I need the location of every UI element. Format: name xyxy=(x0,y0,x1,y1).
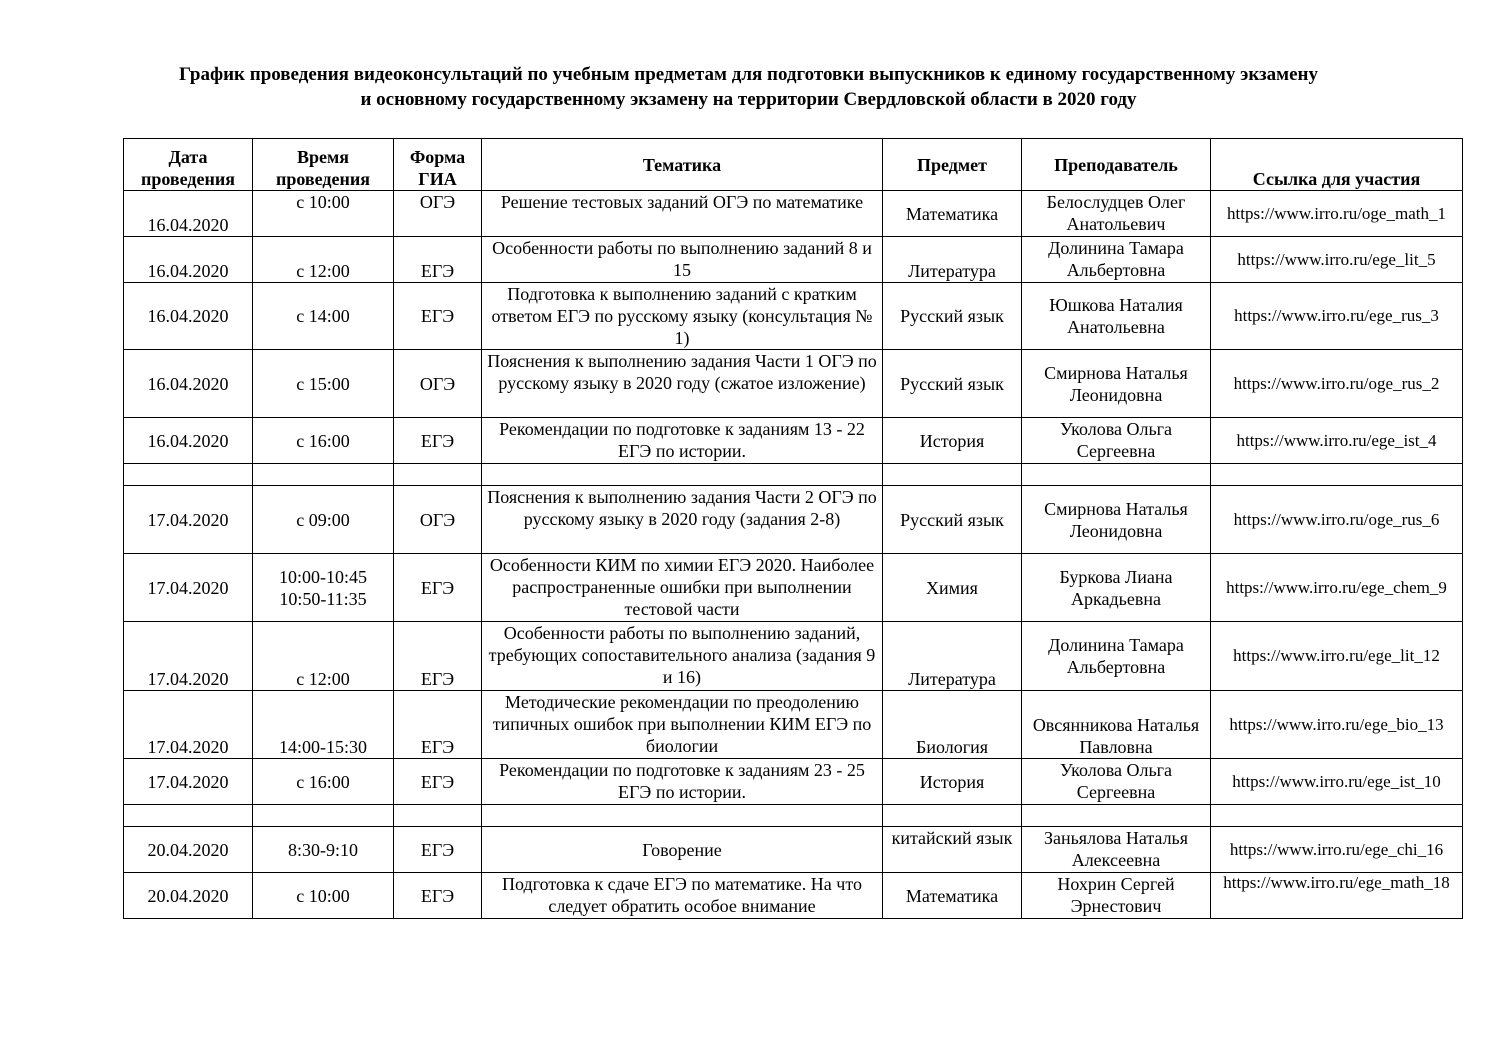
cell-date: 17.04.2020 xyxy=(124,554,253,622)
cell-time: с 15:00 xyxy=(253,350,394,418)
cell-subject: Химия xyxy=(883,554,1022,622)
cell-form: ЕГЭ xyxy=(394,237,482,283)
title-line-1: График проведения видеоконсультаций по учебным предметам для подготовки выпускников к единому государственному экзамену xyxy=(179,64,1318,85)
table-row xyxy=(124,237,1463,283)
table-header-row xyxy=(124,139,1463,191)
table-row xyxy=(124,486,1463,554)
header-date: Дата проведения xyxy=(124,139,253,191)
cell-subject: Математика xyxy=(883,873,1022,919)
cell-subject: Литература xyxy=(883,622,1022,691)
cell-form: ЕГЭ xyxy=(394,873,482,919)
cell-subject: китайский язык xyxy=(883,827,1022,873)
cell-form: ОГЭ xyxy=(394,486,482,554)
cell-topic: Решение тестовых заданий ОГЭ по математике xyxy=(482,191,883,237)
cell-date: 16.04.2020 xyxy=(124,283,253,350)
cell-link[interactable]: https://www.irro.ru/ege_chi_16 xyxy=(1211,827,1463,873)
cell-time: с 10:00 xyxy=(253,191,394,237)
table-row xyxy=(124,622,1463,691)
cell-topic: Методические рекомендации по преодолению типичных ошибок при выполнении КИМ ЕГЭ по биологии xyxy=(482,691,883,759)
time-slot-2: 10:50-11:35 xyxy=(279,588,367,609)
cell-subject: Русский язык xyxy=(883,486,1022,554)
cell-date: 17.04.2020 xyxy=(124,691,253,759)
cell-link[interactable]: https://www.irro.ru/oge_math_1 xyxy=(1211,191,1463,237)
header-time: Время проведения xyxy=(253,139,394,191)
cell-link[interactable]: https://www.irro.ru/ege_rus_3 xyxy=(1211,283,1463,350)
cell-subject: История xyxy=(883,759,1022,805)
cell-link[interactable]: https://www.irro.ru/ege_bio_13 xyxy=(1211,691,1463,759)
cell-link[interactable]: https://www.irro.ru/ege_chem_9 xyxy=(1211,554,1463,622)
table-row xyxy=(124,554,1463,622)
cell-form: ОГЭ xyxy=(394,350,482,418)
table-row xyxy=(124,827,1463,873)
cell-form: ЕГЭ xyxy=(394,827,482,873)
table-row xyxy=(124,283,1463,350)
cell-topic: Рекомендации по подготовке к заданиям 23 - 25 ЕГЭ по истории. xyxy=(482,759,883,805)
cell-teacher: Овсянникова Наталья Павловна xyxy=(1022,691,1211,759)
header-subject: Предмет xyxy=(883,139,1022,191)
cell-subject: Математика xyxy=(883,191,1022,237)
cell-time: с 16:00 xyxy=(253,418,394,464)
spacer-row xyxy=(124,464,1463,486)
cell-date: 16.04.2020 xyxy=(124,191,253,237)
cell-teacher: Нохрин Сергей Эрнестович xyxy=(1022,873,1211,919)
cell-date: 16.04.2020 xyxy=(124,237,253,283)
table-row xyxy=(124,691,1463,759)
cell-date: 17.04.2020 xyxy=(124,622,253,691)
cell-teacher: Смирнова Наталья Леонидовна xyxy=(1022,350,1211,418)
cell-subject: Русский язык xyxy=(883,283,1022,350)
cell-time: с 14:00 xyxy=(253,283,394,350)
table-row xyxy=(124,759,1463,805)
cell-teacher: Белослудцев Олег Анатольевич xyxy=(1022,191,1211,237)
cell-date: 20.04.2020 xyxy=(124,873,253,919)
cell-subject: Русский язык xyxy=(883,350,1022,418)
cell-time: с 09:00 xyxy=(253,486,394,554)
cell-form: ЕГЭ xyxy=(394,554,482,622)
cell-teacher: Долинина Тамара Альбертовна xyxy=(1022,237,1211,283)
cell-time: с 16:00 xyxy=(253,759,394,805)
cell-topic: Подготовка к сдаче ЕГЭ по математике. На что следует обратить особое внимание xyxy=(482,873,883,919)
cell-link[interactable]: https://www.irro.ru/ege_lit_5 xyxy=(1211,237,1463,283)
cell-form: ОГЭ xyxy=(394,191,482,237)
cell-teacher: Заньялова Наталья Алексеевна xyxy=(1022,827,1211,873)
cell-subject: История xyxy=(883,418,1022,464)
cell-time: с 12:00 xyxy=(253,237,394,283)
time-slot-1: 10:00-10:45 xyxy=(279,566,367,587)
title-line-2: и основному государственному экзамену на территории Свердловской области в 2020 году xyxy=(360,89,1137,110)
cell-time: с 10:00 xyxy=(253,873,394,919)
header-link: Ссылка для участия xyxy=(1211,139,1463,191)
header-form: Форма ГИА xyxy=(394,139,482,191)
cell-topic: Рекомендации по подготовке к заданиям 13 - 22 ЕГЭ по истории. xyxy=(482,418,883,464)
document-title xyxy=(40,62,1457,112)
header-teacher: Преподаватель xyxy=(1022,139,1211,191)
cell-topic: Особенности работы по выполнению заданий 8 и 15 xyxy=(482,237,883,283)
cell-link[interactable]: https://www.irro.ru/oge_rus_2 xyxy=(1211,350,1463,418)
cell-link[interactable]: https://www.irro.ru/ege_math_18 xyxy=(1211,873,1463,919)
cell-date: 16.04.2020 xyxy=(124,350,253,418)
cell-teacher: Смирнова Наталья Леонидовна xyxy=(1022,486,1211,554)
cell-teacher: Долинина Тамара Альбертовна xyxy=(1022,622,1211,691)
cell-date: 20.04.2020 xyxy=(124,827,253,873)
schedule-table xyxy=(123,138,1463,919)
cell-form: ЕГЭ xyxy=(394,622,482,691)
cell-date: 16.04.2020 xyxy=(124,418,253,464)
cell-link[interactable]: https://www.irro.ru/ege_lit_12 xyxy=(1211,622,1463,691)
cell-teacher: Уколова Ольга Сергеевна xyxy=(1022,418,1211,464)
table-row xyxy=(124,350,1463,418)
cell-link[interactable]: https://www.irro.ru/ege_ist_4 xyxy=(1211,418,1463,464)
cell-teacher: Буркова Лиана Аркадьевна xyxy=(1022,554,1211,622)
table-row xyxy=(124,873,1463,919)
cell-date: 17.04.2020 xyxy=(124,486,253,554)
table-row xyxy=(124,191,1463,237)
cell-teacher: Юшкова Наталия Анатольевна xyxy=(1022,283,1211,350)
header-topic: Тематика xyxy=(482,139,883,191)
spacer-row xyxy=(124,805,1463,827)
cell-form: ЕГЭ xyxy=(394,691,482,759)
cell-subject: Биология xyxy=(883,691,1022,759)
cell-form: ЕГЭ xyxy=(394,283,482,350)
cell-form: ЕГЭ xyxy=(394,759,482,805)
cell-link[interactable]: https://www.irro.ru/oge_rus_6 xyxy=(1211,486,1463,554)
cell-date: 17.04.2020 xyxy=(124,759,253,805)
cell-topic: Говорение xyxy=(482,827,883,873)
cell-time: 8:30-9:10 xyxy=(253,827,394,873)
cell-topic: Подготовка к выполнению заданий с кратким ответом ЕГЭ по русскому языку (консультация № 1) xyxy=(482,283,883,350)
cell-time xyxy=(253,554,394,622)
cell-time: с 12:00 xyxy=(253,622,394,691)
cell-topic: Особенности КИМ по химии ЕГЭ 2020. Наиболее распространенные ошибки при выполнении тестовой части xyxy=(482,554,883,622)
cell-subject: Литература xyxy=(883,237,1022,283)
cell-form: ЕГЭ xyxy=(394,418,482,464)
cell-topic: Особенности работы по выполнению заданий, требующих сопоставительного анализа (задания 9 и 16) xyxy=(482,622,883,691)
cell-topic: Пояснения к выполнению задания Части 1 ОГЭ по русскому языку в 2020 году (сжатое изложение) xyxy=(482,350,883,418)
cell-teacher: Уколова Ольга Сергеевна xyxy=(1022,759,1211,805)
cell-link[interactable]: https://www.irro.ru/ege_ist_10 xyxy=(1211,759,1463,805)
cell-time: 14:00-15:30 xyxy=(253,691,394,759)
table-row xyxy=(124,418,1463,464)
cell-topic: Пояснения к выполнению задания Части 2 ОГЭ по русскому языку в 2020 году (задания 2-8) xyxy=(482,486,883,554)
